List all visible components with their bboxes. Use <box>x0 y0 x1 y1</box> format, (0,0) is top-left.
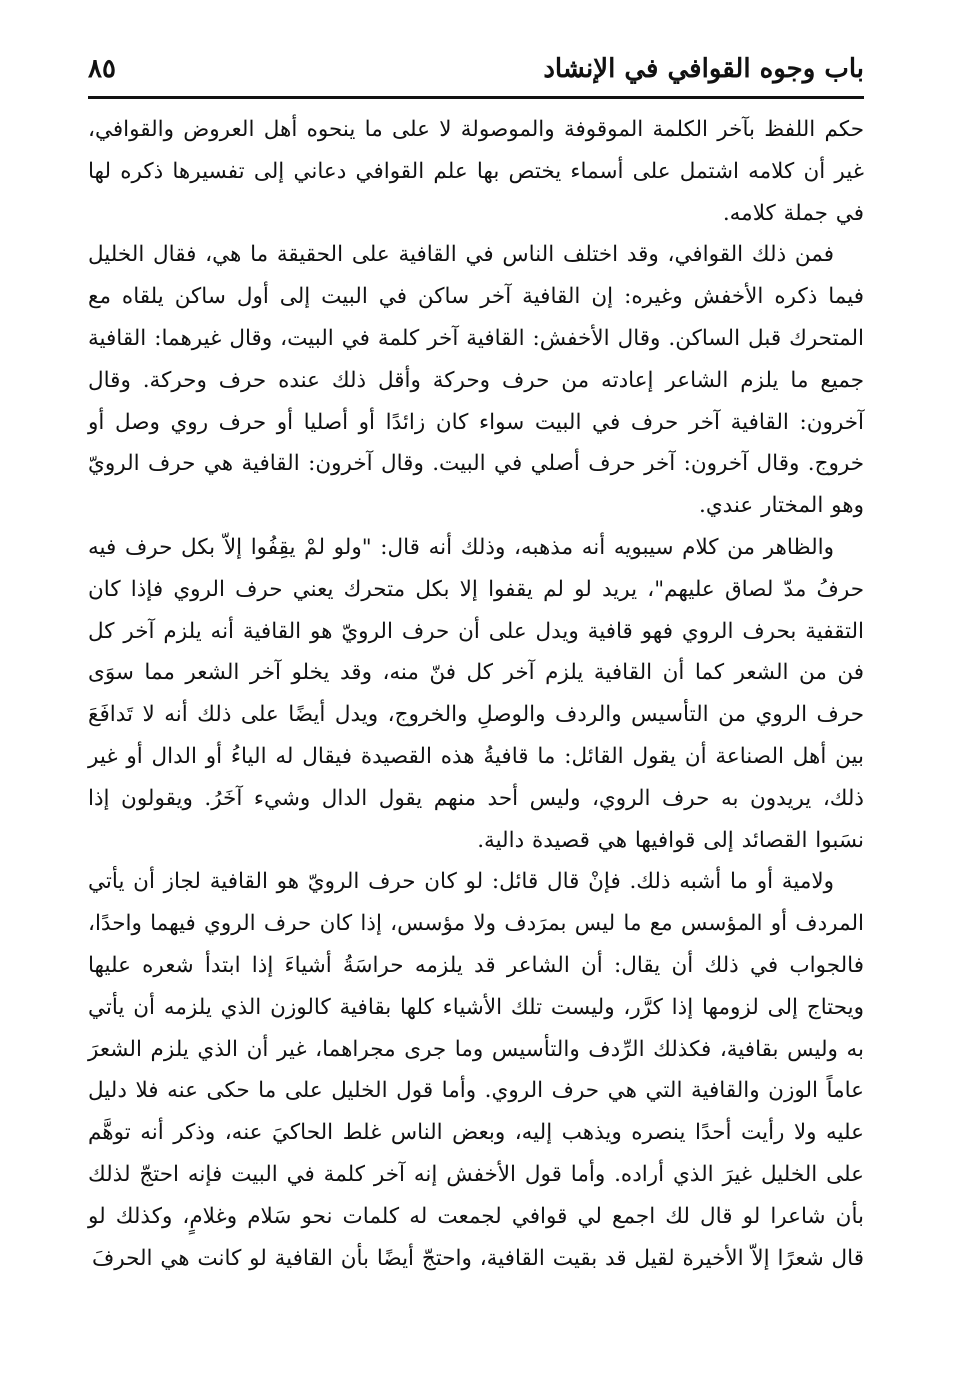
book-page <box>88 50 864 1350</box>
paragraph: حكم اللفظ بآخر الكلمة الموقوفة والموصولة لا على ما ينحوه أهل العروض والقوافي، غير أن كلامه اشتمل على أسماء يختص بها علم القوافي دعاني إلى تفسيرها ذكره لها في جملة كلامه. <box>88 117 864 226</box>
page-header <box>88 50 864 96</box>
body-text <box>88 109 864 1279</box>
running-title: باب وجوه القوافي في الإنشاد <box>543 54 864 84</box>
paragraph: فمن ذلك القوافي، وقد اختلف الناس في القافية على الحقيقة ما هي، فقال الخليل فيما ذكره الأخفش وغيره: إن القافية آخر ساكن في البيت إلى أول ساكن يلقاه مع المتحرك قبل الساكن. وقال الأخفش: القافية آخر كلمة في البيت، وقال غيرهما: القافية جميع ما يلزم الشاعر إعادته من حرف وحركة وأقل ذلك عنده حرف وحركة. وقال آخرون: القافية آخر حرف في البيت سواء كان زائدًا أو أصليا أو حرف روي وصل أو خروج. وقال آخرون: آخر حرف أصلي في البيت. وقال آخرون: القافية هي حرف الرويّ وهو المختار عندي. <box>88 242 864 519</box>
page-number: ٨٥ <box>88 54 116 84</box>
paragraph: ولامية أو ما أشبه ذلك. فإنْ قال قائل: لو كان حرف الرويّ هو القافية لجاز أن يأتي المردف أو المؤسس مع ما ليس بمرَدف ولا مؤسس، إذا كان حرف الروي فيهما واحدًا، فالجواب في ذلك أن يقال: أن الشاعر قد يلزمه حراسَةُ أشياءَ إذا ابتدأ شعره عليها ويحتاج إلى لزومها إذا كرَّر، وليست تلك الأشياء كلها بقافية كالوزن الذي يلزمه أن يأتي به وليس بقافية، فكذلك الرِّدف والتأسيس وما جرى مجراهما، غير أن الذي يلزم الشعرَ عاماً الوزن والقافية التي هي حرف الروي. وأما قول الخليل على ما حكى عنه فلا دليل عليه ولا رأيت أحدًا ينصره ويذهب إليه، وبعض الناس غلط الحاكيَ عنه، وذكر أنه توهَّم على الخليل غيرَ الذي أراده. وأما قول الأخفش إنه آخر كلمة في البيت فإنه احتجّ لذلك بأن شاعرا لو قال لك اجمع لي قوافي لجمعت له كلمات نحو سَلام وغلامٍ، وكذلك لو قال شعرًا إلاّ الأخيرة لقيل قد بقيت القافية، واحتجّ أيضًا بأن القافية لو كانت هي الحرفَ <box>88 869 864 1271</box>
paragraph: والظاهر من كلام سيبويه أنه مذهبه، وذلك أنه قال: "ولو لمْ يقِفُوا إلاّ بكل حرف فيه حرفُ مدّ لصاق عليهم"، يريد لو لم يقفوا إلا بكل متحرك يعني حرف الروي فإذا كان التقفية بحرف الروي فهو قافية ويدل على أن حرف الرويّ هو القافية أنه يلزم آخر كل فن من الشعر كما أن القافية يلزم آخر كل فنّ منه، وقد يخلو آخر الشعر مما سوَى حرف الروي من التأسيس والردف والوصلِ والخروج، ويدل أيضًا على ذلك أنه لا تَدافَعَ بين أهل الصناعة أن يقول القائل: ما قافيةُ هذه القصيدة فيقال له الياءُ أو الدال أو غير ذلك، يريدون به حرف الروي، وليس أحد منهم يقول الدال وشيء آخَرُ. ويقولون إذا نسَبوا القصائد إلى قوافيها هي قصيدة دالية. <box>88 534 864 853</box>
header-rule <box>88 96 864 99</box>
